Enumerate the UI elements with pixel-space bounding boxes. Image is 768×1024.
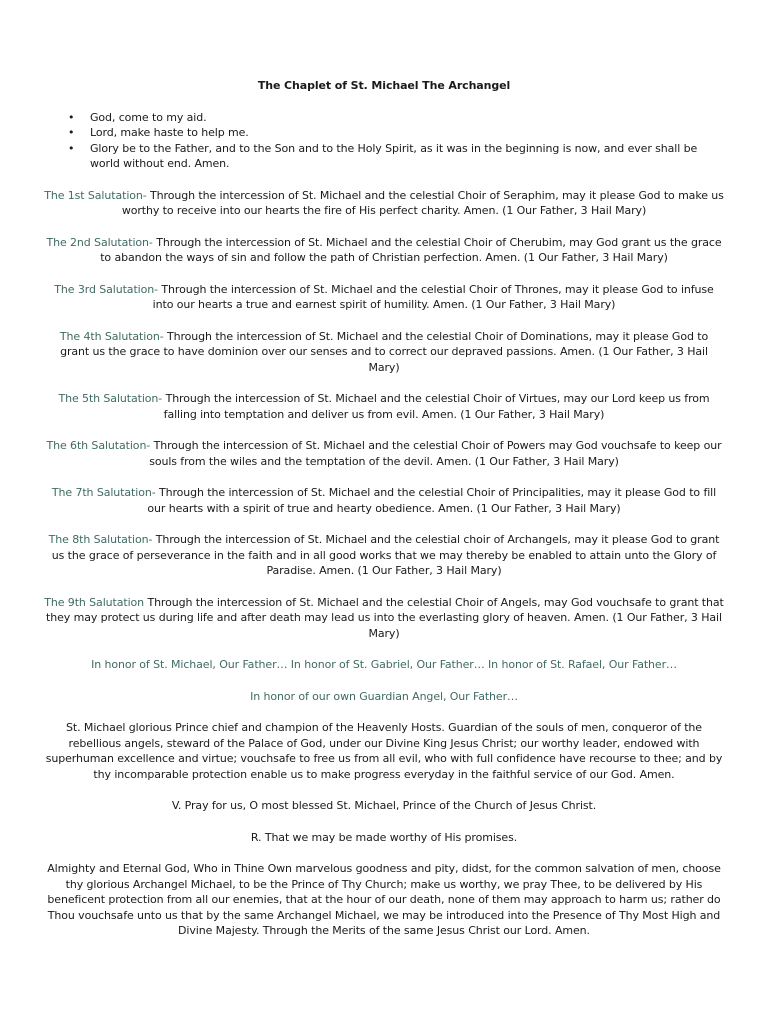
salutation-label: The 7th Salutation- <box>51 486 156 499</box>
salutation-label: The 4th Salutation- <box>59 329 164 343</box>
salutation-1 <box>44 188 724 219</box>
salutation-text: Through the intercession of St. Michael and the celestial Choir of Dominations, may it please God to grant us the grace to have dominion over our senses and to correct our depraved passions. Amen. (1 Our Father, 3 Hail Mary) <box>60 329 709 374</box>
salutation-6 <box>44 438 724 469</box>
salutation-label: The 6th Salutation- <box>46 439 151 452</box>
salutation-9 <box>44 595 724 642</box>
versicle: V. Pray for us, O most blessed St. Michael, Prince of the Church of Jesus Christ. <box>171 799 597 812</box>
salutation-label: The 3rd Salutation- <box>54 282 158 296</box>
opening-line: God, come to my aid. <box>90 110 207 124</box>
salutation-text: Through the intercession of St. Michael and the celestial Choir of Angels, may God vouchsafe to grant that they may protect us during life and after death may lead us into the everlasting glory of heaven. Amen. (1 Our Father, 3 Hail Mary) <box>46 595 724 640</box>
closing-prayer: Almighty and Eternal God, Who in Thine Own marvelous goodness and pity, didst, for the common salvation of men, choose thy glorious Archangel Michael, to be the Prince of Thy Church; make us worthy, we pray Thee, to be delivered by His beneficent protection from all our enemies, that at the hour of our death, none of them may approach to harm us; rather do Thou vouchsafe unto us that by the same Archangel Michael, we may be introduced into the Presence of Thy Most High and Divine Majesty. Through the Merits of the same Jesus Christ our Lord. Amen. <box>47 862 721 937</box>
salutation-2 <box>44 235 724 266</box>
salutation-text: Through the intercession of St. Michael and the celestial Choir of Virtues, may our Lord keep us from falling into temptation and deliver us from evil. Amen. (1 Our Father, 3 Hail Mary) <box>162 392 710 421</box>
salutation-label: The 9th Salutation <box>44 595 145 609</box>
response: R. That we may be made worthy of His promises. <box>250 830 518 844</box>
salutation-label: The 2nd Salutation- <box>46 235 153 249</box>
salutation-8 <box>44 532 724 579</box>
honors-line-1: In honor of St. Michael, Our Father… In honor of St. Gabriel, Our Father… In honor of St. Rafael, Our Father… <box>91 658 677 671</box>
list-item <box>68 141 724 172</box>
salutation-3 <box>44 282 724 313</box>
page-title: The Chaplet of St. Michael The Archangel <box>257 79 511 92</box>
salutation-text: Through the intercession of St. Michael and the celestial Choir of Seraphim, may it please God to make us worthy to receive into our hearts the fire of His perfect charity. Amen. (1 Our Father, 3 Hail Mary) <box>121 188 724 217</box>
salutation-text: Through the intercession of St. Michael and the celestial Choir of Powers may God vouchsafe to keep our souls from the wiles and the temptation of the devil. Amen. (1 Our Father, 3 Hail Mary) <box>149 439 722 468</box>
opening-line: Glory be to the Father, and to the Son and to the Holy Spirit, as it was in the beginning is now, and ever shall be world without end. Amen. <box>90 141 698 170</box>
salutation-text: Through the intercession of St. Michael and the celestial Choir of Principalities, may it please God to fill our hearts with a spirit of true and hearty obedience. Amen. (1 Our Father, 3 Hail Mary) <box>147 486 717 515</box>
bullet-icon: • <box>68 126 75 139</box>
opening-line: Lord, make haste to help me. <box>90 126 249 139</box>
salutation-text: Through the intercession of St. Michael and the celestial Choir of Cherubim, may God grant us the grace to abandon the ways of sin and follow the path of Christian perfection. Amen. (1 Our Father, 3 Hail Mary) <box>100 235 722 264</box>
salutation-label: The 5th Salutation- <box>58 392 163 405</box>
list-item <box>68 110 724 126</box>
salutation-text: Through the intercession of St. Michael and the celestial choir of Archangels, may it please God to grant us the grace of perseverance in the faith and in all good works that we may thereby be enabled to attain unto the Glory of Paradise. Amen. (1 Our Father, 3 Hail Mary) <box>51 533 720 577</box>
bullet-icon: • <box>68 110 75 124</box>
list-item <box>68 125 724 141</box>
salutation-label: The 1st Salutation- <box>44 188 147 202</box>
salutation-text: Through the intercession of St. Michael and the celestial Choir of Thrones, may it please God to infuse into our hearts a true and earnest spirit of humility. Amen. (1 Our Father, 3 Hail Mary) <box>152 282 714 311</box>
bullet-icon: • <box>68 141 75 155</box>
salutation-4 <box>44 329 724 376</box>
opening-prayers-list <box>44 110 724 172</box>
salutation-5 <box>44 391 724 422</box>
salutation-7 <box>44 485 724 516</box>
st-michael-prayer: St. Michael glorious Prince chief and champion of the Heavenly Hosts. Guardian of the souls of men, conqueror of the rebellious angels, steward of the Palace of God, under our Divine King Jesus Christ; our worthy leader, endowed with superhuman excellence and virtue; vouchsafe to free us from all evil, who with full confidence have recourse to thee; and by thy incomparable protection enable us to make progress everyday in the faithful service of our God. Amen. <box>45 721 723 781</box>
honors-line-2: In honor of our own Guardian Angel, Our Father… <box>250 689 518 703</box>
salutation-label: The 8th Salutation- <box>48 533 153 546</box>
